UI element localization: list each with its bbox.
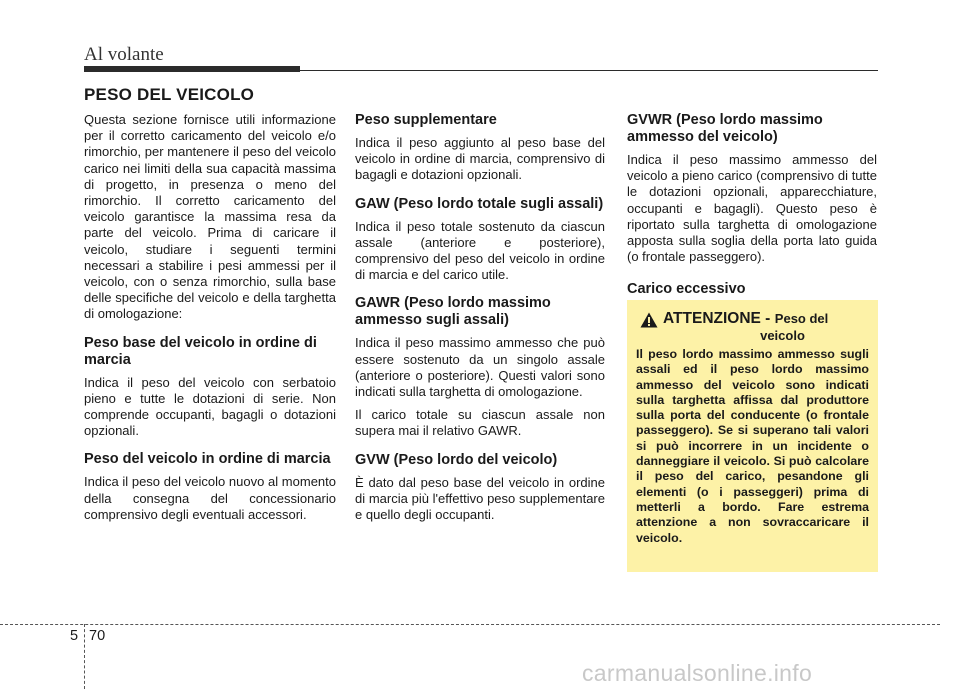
heading-peso-base: Peso base del veicolo in ordine di marcia xyxy=(84,334,317,368)
paragraph-gvw: È dato dal peso base del veicolo in ordine di marcia più l'effettivo peso supplementare e quello degli occupanti. xyxy=(355,474,605,523)
column-1 xyxy=(84,112,336,530)
warning-header xyxy=(640,310,869,328)
paragraph-gawr-1: Indica il peso massimo ammesso che può essere sostenuto da un singolo assale (anteriore o posteriore). Questi valori sono indicati sulla targhetta di omologazione. xyxy=(355,335,605,400)
paragraph-peso-ordine-marcia: Indica il peso del veicolo nuovo al momento della consegna del concessionario comprensivo degli eventuali accessori. xyxy=(84,474,336,522)
heading-gvwr: GVWR (Peso lordo massimo ammesso del veicolo) xyxy=(627,112,823,145)
header-rule-thin xyxy=(300,70,878,71)
paragraph-gvwr: Indica il peso massimo ammesso del veicolo a pieno carico (comprensivo di tutte le dotazioni opzionali, apparecchiature, occupanti e bagagli). Questo peso è riportato sulla targhetta di omologazione apposta sulla soglia della porta lato guida (o frontale passeggero). xyxy=(627,152,877,265)
footer-divider xyxy=(0,624,940,625)
paragraph-peso-supplementare: Indica il peso aggiunto al peso base del veicolo in ordine di marcia, comprensivo di bagagli e dotazioni opzionali. xyxy=(355,135,605,183)
heading-carico-eccessivo: Carico eccessivo xyxy=(627,281,746,298)
column-2 xyxy=(355,112,605,530)
running-header-title: Al volante xyxy=(84,44,164,65)
warning-text: Il peso lordo massimo ammesso sugli assali ed il peso lordo massimo ammesso del veicolo sono indicati sulla targhetta affissa dal produttore sulla porta del conducente (o frontale passeggero). Se si superano tali valori si può incorrere in un incidente o danneggiare il veicolo. Si può calcolare il peso del carico, pesandone gli elementi (o i passeggeri) prima di metterli a bordo. Fare estrema attenzione a non sovraccaricare il veicolo. xyxy=(636,347,869,545)
heading-peso-supplementare: Peso supplementare xyxy=(355,112,497,128)
page-number: 70 xyxy=(89,628,106,644)
heading-gawr: GAWR (Peso lordo massimo ammesso sugli assali) xyxy=(355,295,551,329)
heading-gvw: GVW (Peso lordo del veicolo) xyxy=(355,451,558,468)
warning-title: ATTENZIONE - xyxy=(663,310,771,327)
warning-subtitle-a: Peso del xyxy=(774,311,829,326)
chapter-number: 5 xyxy=(70,628,79,644)
paragraph-gawr-2: Il carico totale su ciascun assale non supera mai il relativo GAWR. xyxy=(355,407,605,439)
section-title: PESO DEL VEICOLO xyxy=(84,85,255,104)
header-rule-thick xyxy=(84,66,300,72)
heading-gaw: GAW (Peso lordo totale sugli assali) xyxy=(355,195,604,212)
watermark: carmanualsonline.info xyxy=(582,660,813,686)
paragraph-gaw: Indica il peso totale sostenuto da ciascun assale (anteriore e posteriore), comprensivo del peso del veicolo in ordine di marcia e del carico utile. xyxy=(355,218,605,283)
heading-peso-ordine-marcia: Peso del veicolo in ordine di marcia xyxy=(84,451,331,468)
paragraph-peso-base: Indica il peso del veicolo con serbatoio pieno e tutte le dotazioni di serie. Non comprende occupanti, bagagli o dotazioni opzionali. xyxy=(84,374,336,439)
warning-box xyxy=(627,300,878,572)
warning-subtitle-b: veicolo xyxy=(760,328,805,343)
column-3 xyxy=(627,112,877,304)
warning-triangle-icon xyxy=(640,312,658,328)
intro-paragraph: Questa sezione fornisce utili informazione per il corretto caricamento del veicolo e/o rimorchio, per mantenere il peso del veicolo carico nei limiti della sua capacità massima di progetto, in presenza o meno del rimorchio. Il corretto caricamento del veicolo garantisce la massima resa da parte del veicolo. Prima di caricare il veicolo, studiare i seguenti termini necessari a stabilire i pesi ammessi per il veicolo, con o senza rimorchio, sulla base delle specifiche del veicolo e della targhetta di omologazione: xyxy=(84,112,336,322)
footer-vertical-divider xyxy=(84,624,85,689)
